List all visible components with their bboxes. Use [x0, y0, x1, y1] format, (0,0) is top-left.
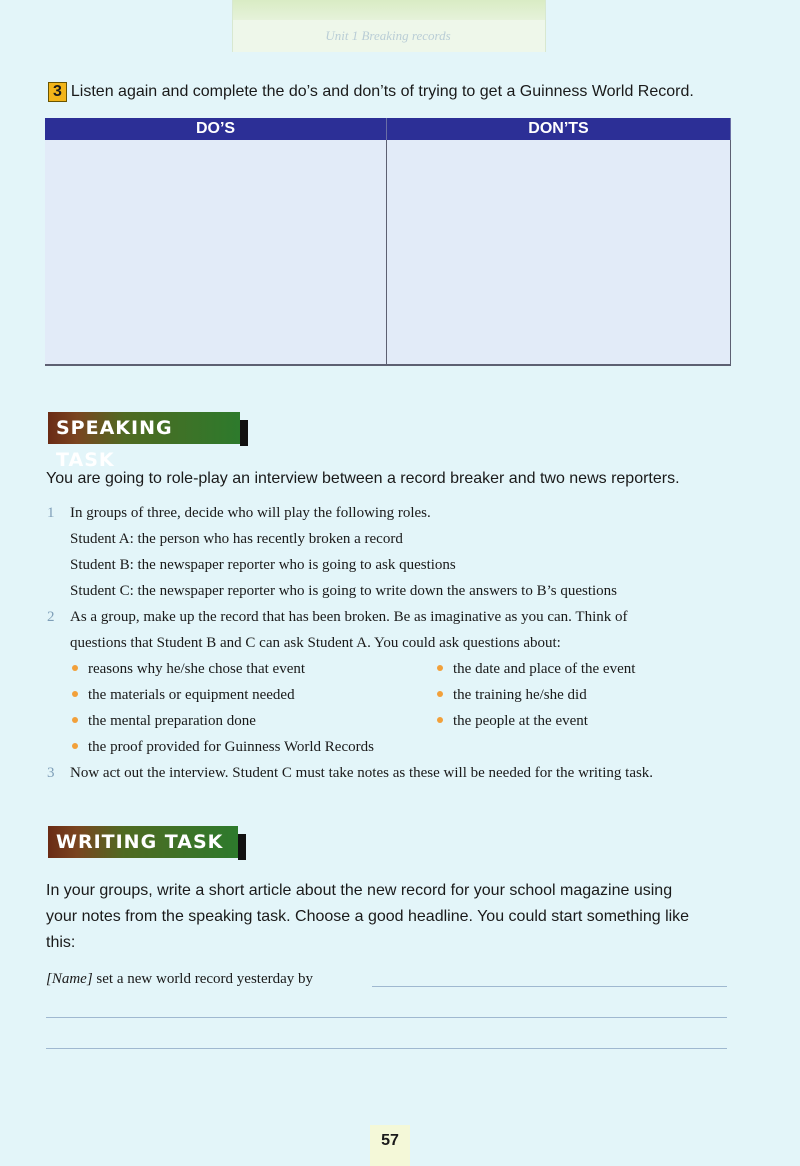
bullet-dot-icon [437, 691, 443, 697]
header-tab [232, 0, 546, 52]
speaking-intro: You are going to role-play an interview between a record breaker and two news reporters. [46, 470, 680, 487]
question-topic [72, 713, 256, 730]
item-2-line: As a group, make up the record that has been broken. Be as imaginative as you can. Think of [70, 609, 628, 625]
question-topic [72, 739, 374, 756]
item-number: 2 [47, 609, 55, 625]
bullet-dot-icon [72, 665, 78, 671]
item-number: 3 [47, 765, 55, 781]
dos-cell[interactable] [45, 140, 387, 365]
item-1-line: In groups of three, decide who will play the following roles. [70, 505, 431, 521]
writing-task-banner: WRITING TASK [48, 826, 238, 858]
role-student-a: Student A: the person who has recently broken a record [70, 531, 403, 547]
dos-donts-table [45, 118, 731, 366]
question-topic [72, 661, 305, 678]
writing-intro [46, 878, 689, 956]
question-topic-text: reasons why he/she chose that event [88, 661, 306, 677]
exercise-3-text: Listen again and complete the do’s and don’ts of trying to get a Guinness World Record. [70, 83, 694, 100]
question-topic-text: the mental preparation done [88, 713, 256, 729]
bullet-dot-icon [437, 717, 443, 723]
writing-intro-line: this: [46, 934, 76, 951]
bullet-dot-icon [72, 717, 78, 723]
prompt-text: set a new world record yesterday by [92, 971, 314, 987]
question-topic-text: the training he/she did [453, 687, 587, 703]
question-topic-text: the materials or equipment needed [88, 687, 295, 703]
item-number: 1 [47, 505, 55, 521]
bullet-dot-icon [72, 743, 78, 749]
donts-column-header: DON’TS [387, 118, 731, 140]
answer-line[interactable] [46, 1048, 727, 1049]
exercise-number-badge: 3 [48, 82, 67, 102]
speaking-task-banner: SPEAKING TASK [48, 412, 240, 444]
answer-line[interactable] [46, 1017, 727, 1018]
header-grass-decoration [233, 0, 545, 20]
role-student-c: Student C: the newspaper reporter who is going to write down the answers to B’s questions [70, 583, 618, 599]
exercise-3-instruction [48, 82, 694, 102]
writing-prompt [46, 971, 313, 988]
question-topic [437, 687, 587, 704]
dos-column-header: DO’S [45, 118, 387, 140]
donts-cell[interactable] [387, 140, 731, 365]
answer-line[interactable] [372, 986, 727, 987]
bullet-dot-icon [437, 665, 443, 671]
question-topic-text: the date and place of the event [453, 661, 636, 677]
question-topic-text: the people at the event [453, 713, 588, 729]
role-student-b: Student B: the newspaper reporter who is going to ask questions [70, 557, 456, 573]
item-2-line: questions that Student B and C can ask Student A. You could ask questions about: [70, 635, 561, 651]
question-topic [437, 661, 635, 678]
writing-intro-line: your notes from the speaking task. Choose a good headline. You could start something like [46, 908, 690, 925]
question-topic [437, 713, 588, 730]
running-head: Unit 1 Breaking records [325, 28, 451, 43]
prompt-name-placeholder: [Name] [46, 971, 93, 987]
bullet-dot-icon [72, 691, 78, 697]
question-topic [72, 687, 295, 704]
question-topic-text: the proof provided for Guinness World Records [88, 739, 374, 755]
writing-intro-line: In your groups, write a short article about the new record for your school magazine using [46, 882, 673, 899]
page-number: 57 [370, 1125, 410, 1166]
item-3-line: Now act out the interview. Student C must take notes as these will be needed for the writing task. [70, 765, 654, 781]
